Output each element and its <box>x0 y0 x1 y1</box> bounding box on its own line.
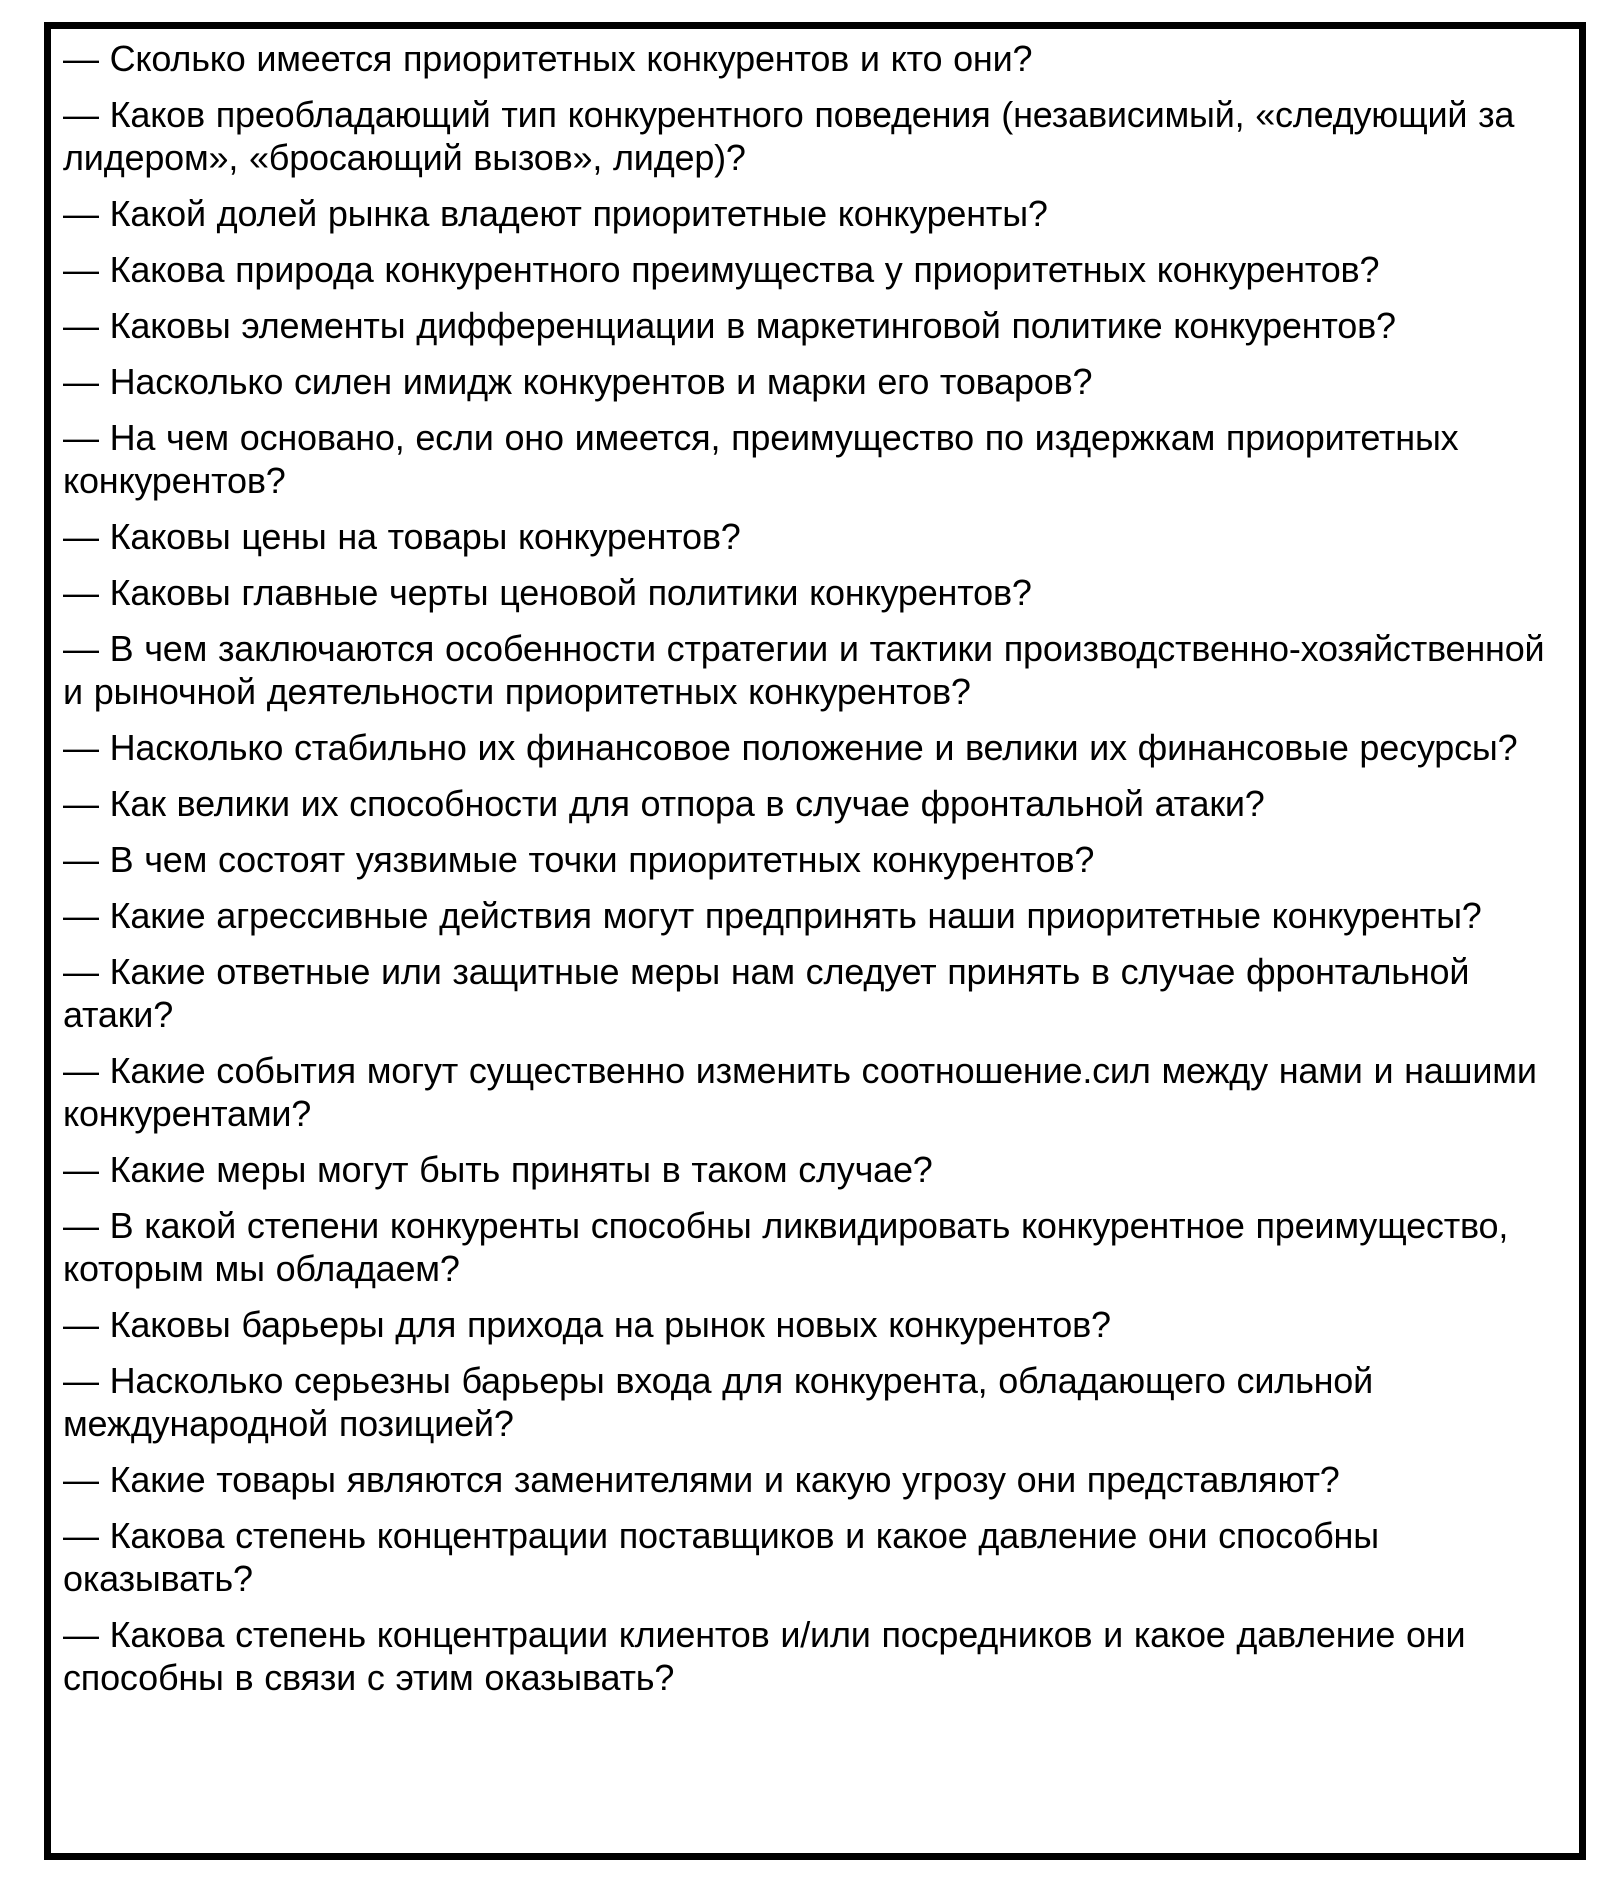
question-item: — Какие агрессивные действия могут предпринять наши приоритетные конкуренты? <box>63 895 1482 936</box>
question-item: — Какова степень концентрации клиентов и/или посредников и какое давление они способны в связи с этим оказывать? <box>63 1614 1466 1698</box>
question-item: — Какой долей рынка владеют приоритетные конкуренты? <box>63 193 1048 234</box>
question-item: — Какие события могут существенно изменить соотношение.сил между нами и нашими конкурентами? <box>63 1050 1537 1134</box>
question-item: — Насколько стабильно их финансовое положение и велики их финансовые ресурсы? <box>63 727 1518 768</box>
question-item: — В чем заключаются особенности стратегии и тактики производственно-хозяйственной и рыночной деятельности приоритетных конкурентов? <box>63 628 1545 712</box>
question-item: — Как велики их способности для отпора в случае фронтальной атаки? <box>63 783 1265 824</box>
question-item: — Какова природа конкурентного преимущества у приоритетных конкурентов? <box>63 249 1380 290</box>
question-item: — Каков преобладающий тип конкурентного поведения (независимый, «следующий за лидером», «бросающий вызов», лидер)? <box>63 94 1515 178</box>
question-item: — Каковы главные черты ценовой политики конкурентов? <box>63 572 1032 613</box>
question-item: — Какова степень концентрации поставщиков и какое давление они способны оказывать? <box>63 1515 1379 1599</box>
question-item: — На чем основано, если оно имеется, преимущество по издержкам приоритетных конкурентов? <box>63 417 1459 501</box>
question-item: — В чем состоят уязвимые точки приоритетных конкурентов? <box>63 839 1095 880</box>
question-item: — Насколько серьезны барьеры входа для конкурента, обладающего сильной международной позицией? <box>63 1360 1374 1444</box>
question-item: — Какие меры могут быть приняты в таком случае? <box>63 1149 933 1190</box>
question-item: — Насколько силен имидж конкурентов и марки его товаров? <box>63 361 1093 402</box>
questions-box <box>44 22 1586 1860</box>
question-item: — Сколько имеется приоритетных конкурентов и кто они? <box>63 38 1033 79</box>
question-item: — Какие товары являются заменителями и какую угрозу они представляют? <box>63 1459 1340 1500</box>
question-item: — Каковы элементы дифференциации в маркетинговой политике конкурентов? <box>63 305 1396 346</box>
question-item: — Каковы барьеры для прихода на рынок новых конкурентов? <box>63 1304 1111 1345</box>
question-item: — Какие ответные или защитные меры нам следует принять в случае фронтальной атаки? <box>63 951 1470 1035</box>
question-item: — Каковы цены на товары конкурентов? <box>63 516 741 557</box>
question-item: — В какой степени конкуренты способны ликвидировать конкурентное преимущество, которым мы обладаем? <box>63 1205 1509 1289</box>
